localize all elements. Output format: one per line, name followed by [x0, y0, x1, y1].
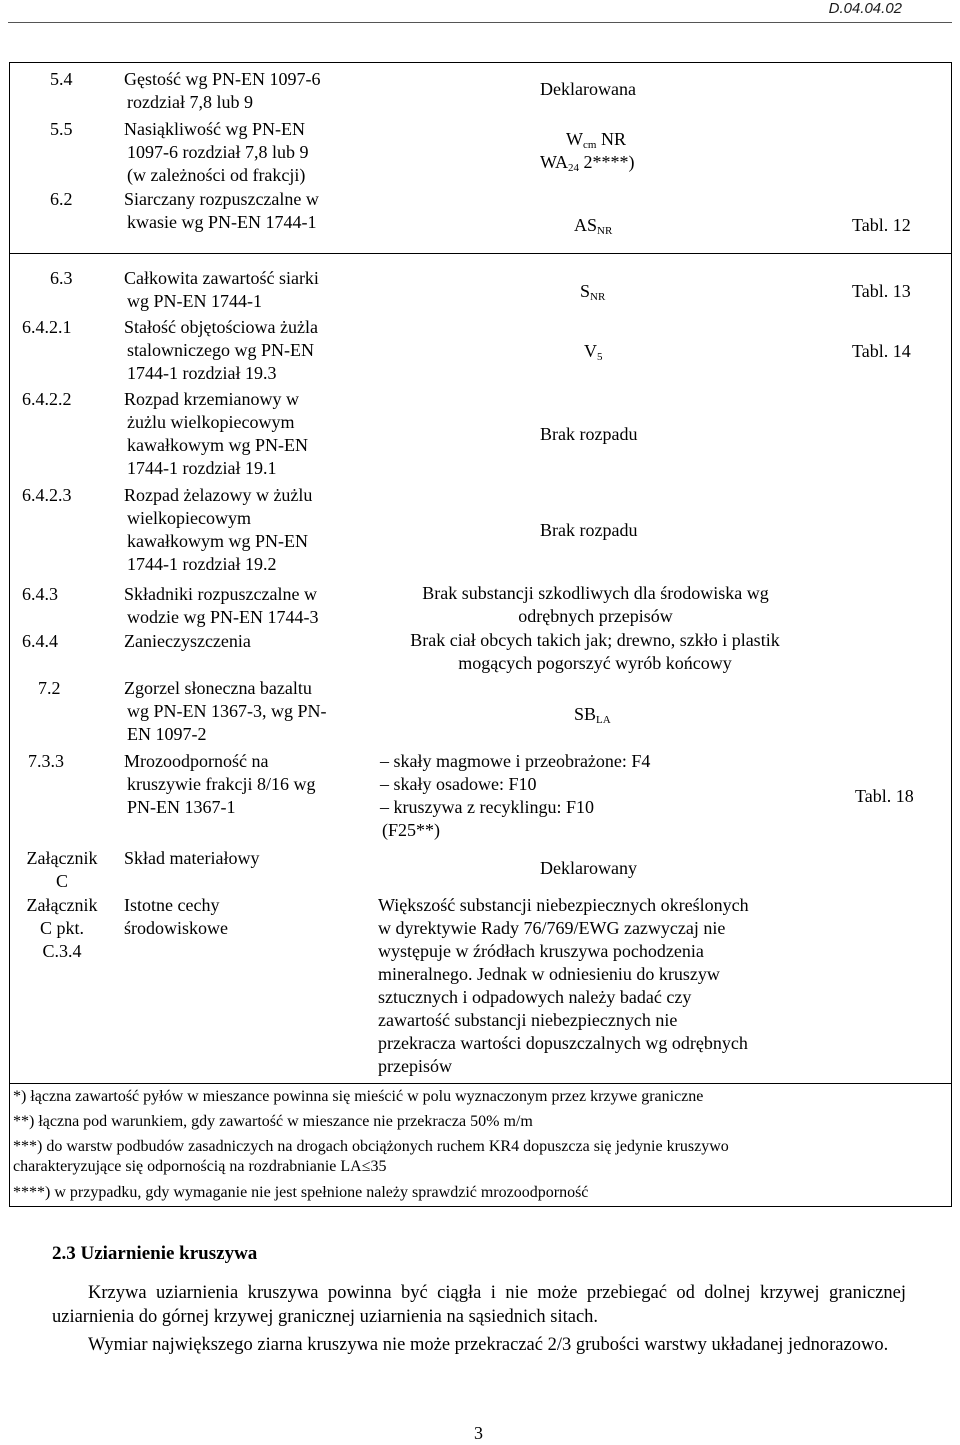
table-ref: Tabl. 12: [852, 215, 911, 235]
row-id: 6.4.2.1: [22, 317, 72, 337]
row-id: Załącznik C: [26, 848, 98, 891]
paragraph: Krzywa uziarnienia kruszywa powinna być ciągła i nie może przebiegać od dolnej krzywej granicznej uziarnienia do górnej krzywej granicznej uziarnienia na sąsiednich sitach.: [52, 1283, 906, 1327]
value-declared: Deklarowana: [540, 79, 636, 99]
row-id: Załącznik C pkt. C.3.4: [26, 895, 98, 961]
property-description: Składniki rozpuszczalne w wodzie wg PN-EN 1744-3: [124, 584, 319, 627]
property-description: Zanieczyszczenia: [124, 631, 251, 651]
property-description: Nasiąkliwość wg PN-EN 1097-6 rozdział 7,8 lub 9 (w zależności od frakcji): [124, 119, 309, 185]
value-frost-resistance: – skały magmowe i przeobrażone: F4 – skały osadowe: F10 – kruszywa z recyklingu: F10 (F25**): [380, 751, 651, 840]
row-id: 6.4.2.3: [22, 485, 72, 505]
table-ref: Tabl. 14: [852, 341, 911, 361]
row-id: 7.3.3: [28, 751, 64, 771]
value-environmental: Większość substancji niebezpiecznych określonych w dyrektywie Rady 76/769/EWG zazwyczaj nie występuje w źródłach kruszywa pochodzenia mineralnego. Jednak w odniesieniu do kruszyw sztucznych i odpadowych należy badać czy zawartość substancji niebezpiecznych nie przekracza wartości dopuszczalnych wg odrębnych przepisów: [378, 895, 749, 1076]
value-s-nr: $S_{NR}$: [580, 281, 606, 303]
table-divider: [9, 253, 951, 254]
property-description: Rozpad żelazowy w żużlu wielkopiecowym kawałkowym wg PN-EN 1744-1 rozdział 19.2: [124, 485, 313, 574]
value-as-nr: $AS_{NR}$: [574, 215, 613, 237]
row-id: 5.5: [50, 119, 73, 139]
value-soluble-components: Brak substancji szkodliwych dla środowiska wg odrębnych przepisów: [422, 583, 769, 626]
property-description: Stałość objętościowa żużla stalowniczego wg PN-EN 1744-1 rozdział 19.3: [124, 317, 318, 383]
property-description: Zgorzel słoneczna bazaltu wg PN-EN 1367-3, wg PN- EN 1097-2: [124, 678, 327, 744]
table-ref: Tabl. 18: [855, 786, 914, 806]
footnote: *) łączna zawartość pyłów w mieszance powinna się mieścić w polu wyznaczonym przez krzywe graniczne: [13, 1088, 704, 1105]
property-description: Siarczany rozpuszczalne w kwasie wg PN-EN 1744-1: [124, 189, 319, 232]
value-contaminants: Brak ciał obcych takich jak; drewno, szkło i plastik mogących pogorszyć wyrób końcowy: [410, 630, 780, 673]
row-id: 6.4.2.2: [22, 389, 72, 409]
footnote: ***) do warstw podbudów zasadniczych na drogach obciążonych ruchem KR4 dopuszcza się jedynie kruszywo: [13, 1138, 729, 1155]
row-id: 5.4: [50, 69, 73, 89]
row-id: 6.4.3: [22, 584, 58, 604]
property-description: Gęstość wg PN-EN 1097-6 rozdział 7,8 lub 9: [124, 69, 321, 112]
paragraph: Wymiar największego ziarna kruszywa nie może przekraczać 2/3 grubości warstwy układanej jednorazowo.: [88, 1335, 889, 1355]
value-no-decay: Brak rozpadu: [540, 520, 638, 540]
row-id: 7.2: [38, 678, 61, 698]
property-description: Całkowita zawartość siarki wg PN-EN 1744-1: [124, 268, 319, 311]
document-code: D.04.04.02: [828, 0, 902, 17]
section-heading: 2.3 Uziarnienie kruszywa: [52, 1243, 258, 1264]
value-sb-la: $SB_{LA}$: [574, 704, 611, 726]
row-id: 6.4.4: [22, 631, 58, 651]
header-rule: [8, 22, 952, 23]
value-wcm: $W_{cm}$ NR: [566, 129, 626, 151]
value-wa24: $WA_{24}$ 2****): [540, 152, 635, 174]
table-ref: Tabl. 13: [852, 281, 911, 301]
row-id: 6.2: [50, 189, 73, 209]
value-v5: $V_5$: [584, 341, 603, 363]
page-number: 3: [474, 1423, 483, 1443]
property-description: Istotne cechy środowiskowe: [124, 895, 228, 938]
row-id: 6.3: [50, 268, 73, 288]
value-no-decay: Brak rozpadu: [540, 424, 638, 444]
footnote: charakteryzujące się odpornością na rozdrabnianie LA≤35: [13, 1158, 387, 1175]
table-divider: [9, 1083, 951, 1084]
property-description: Mrozoodporność na kruszywie frakcji 8/16 wg PN-EN 1367-1: [124, 751, 316, 817]
value-declared: Deklarowany: [540, 858, 637, 878]
property-description: Rozpad krzemianowy w żużlu wielkopiecowym kawałkowym wg PN-EN 1744-1 rozdział 19.1: [124, 389, 308, 478]
footnote: ****) w przypadku, gdy wymaganie nie jest spełnione należy sprawdzić mrozoodporność: [13, 1184, 589, 1201]
footnote: **) łączna pod warunkiem, gdy zawartość w mieszance nie przekracza 50% m/m: [13, 1113, 533, 1130]
property-description: Skład materiałowy: [124, 848, 260, 868]
